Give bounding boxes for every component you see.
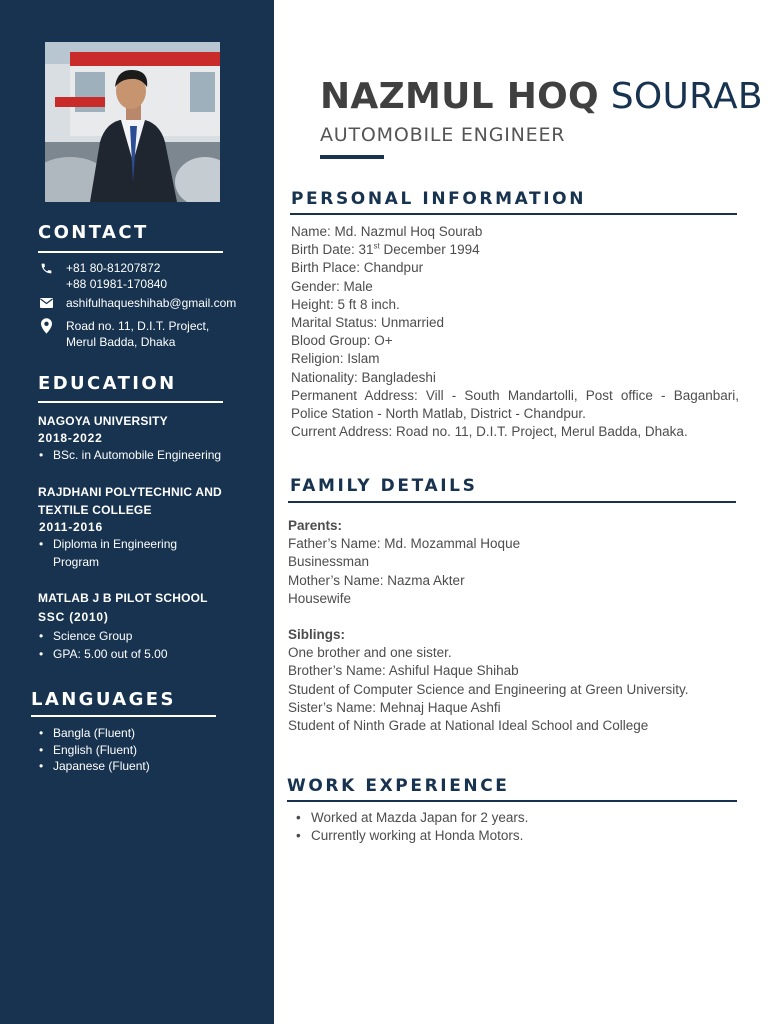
- info-marital-status: Marital Status: Unmarried: [291, 315, 445, 331]
- siblings-summary: One brother and one sister.: [288, 645, 452, 661]
- education-detail: • Diploma in Engineering Program: [38, 535, 213, 571]
- info-nationality: Nationality: Bangladeshi: [291, 369, 436, 385]
- info-permanent-address: Permanent Address: Vill - South Mandartolli, Post office - Baganbari, Police Station - North Matlab, District - Chandpur.: [291, 387, 739, 422]
- school-name: MATLAB J B PILOT SCHOOL: [38, 591, 208, 605]
- school-years: 2011-2016: [39, 520, 103, 534]
- education-heading: EDUCATION: [38, 373, 177, 394]
- contact-email: [38, 295, 236, 311]
- sister-detail: Student of Ninth Grade at National Ideal School and College: [288, 718, 649, 734]
- location-pin-icon: [38, 318, 54, 334]
- email-link[interactable]: ashifulhaqueshihab@gmail.com: [66, 296, 237, 310]
- contact-divider: [38, 251, 223, 253]
- education-entry: [38, 412, 248, 464]
- profile-photo: [45, 42, 220, 202]
- school-years: SSC (2010): [38, 610, 109, 624]
- education-divider: [38, 401, 223, 403]
- education-detail: • GPA: 5.00 out of 5.00: [38, 645, 248, 663]
- work-experience-divider: [287, 800, 737, 802]
- siblings-label: Siblings:: [288, 627, 345, 643]
- spacer: [288, 608, 738, 626]
- title-accent-bar: [320, 155, 384, 159]
- education-detail: • Science Group: [38, 627, 248, 645]
- address-line-2: Merul Badda, Dhaka: [66, 335, 176, 349]
- language-item: • Bangla (Fluent): [38, 725, 150, 742]
- school-name-line-2: TEXTILE COLLEGE: [38, 503, 152, 517]
- name-first: NAZMUL HOQ: [320, 76, 599, 117]
- personal-info-body: [291, 223, 739, 441]
- info-name: Name: Md. Nazmul Hoq Sourab: [291, 224, 483, 239]
- phone-icon: [38, 260, 54, 276]
- candidate-name: [320, 76, 763, 118]
- language-item: • Japanese (Fluent): [38, 758, 150, 775]
- contact-phone: [38, 260, 167, 292]
- father-name: Father’s Name: Md. Mozammal Hoque: [288, 536, 521, 552]
- mother-name: Mother’s Name: Nazma Akter: [288, 572, 465, 588]
- education-entry: [38, 483, 248, 571]
- contact-address: [38, 318, 209, 350]
- job-title: AUTOMOBILE ENGINEER: [320, 124, 566, 146]
- languages-list: [38, 725, 150, 775]
- personal-info-divider: [290, 213, 737, 215]
- info-gender: Gender: Male: [291, 278, 373, 294]
- sister-name: Sister’s Name: Mehnaj Haque Ashfi: [288, 699, 501, 715]
- brother-name: Brother’s Name: Ashiful Haque Shihab: [288, 663, 519, 679]
- school-name: NAGOYA UNIVERSITY: [38, 414, 168, 428]
- parents-label: Parents:: [288, 518, 343, 533]
- mother-occupation: Housewife: [288, 590, 352, 606]
- info-blood-group: Blood Group: O+: [291, 333, 393, 349]
- family-details-body: [288, 517, 738, 735]
- personal-info-heading: PERSONAL INFORMATION: [291, 189, 587, 209]
- name-last: SOURAB: [610, 76, 763, 117]
- work-item: • Currently working at Honda Motors.: [292, 827, 528, 845]
- info-religion: Religion: Islam: [291, 351, 380, 367]
- school-name-line-1: RAJDHANI POLYTECHNIC AND: [38, 485, 222, 499]
- sidebar: [0, 0, 274, 1024]
- phone-number-japan[interactable]: +81 80-81207872: [66, 261, 161, 275]
- education-detail: • BSc. in Automobile Engineering: [38, 446, 248, 464]
- work-experience-heading: WORK EXPERIENCE: [287, 776, 510, 796]
- brother-detail: Student of Computer Science and Engineering at Green University.: [288, 681, 689, 697]
- phone-number-bangladesh[interactable]: +88 01981-170840: [66, 277, 168, 291]
- school-years: 2018-2022: [38, 431, 103, 445]
- contact-heading: CONTACT: [38, 222, 149, 243]
- languages-heading: LANGUAGES: [31, 689, 176, 710]
- info-current-address: Current Address: Road no. 11, D.I.T. Project, Merul Badda, Dhaka.: [291, 424, 688, 440]
- work-experience-list: [292, 809, 528, 845]
- address-line-1: Road no. 11, D.I.T. Project,: [66, 319, 210, 333]
- education-entry: [38, 589, 248, 663]
- info-birth-date: Birth Date: 31st December 1994: [291, 241, 480, 258]
- languages-divider: [31, 715, 216, 717]
- family-details-divider: [288, 501, 736, 503]
- father-occupation: Businessman: [288, 554, 370, 570]
- family-details-heading: FAMILY DETAILS: [290, 476, 478, 496]
- envelope-icon: [38, 295, 54, 311]
- info-birth-place: Birth Place: Chandpur: [291, 260, 424, 276]
- work-item: • Worked at Mazda Japan for 2 years.: [292, 809, 528, 827]
- language-item: • English (Fluent): [38, 742, 150, 759]
- info-height: Height: 5 ft 8 inch.: [291, 296, 400, 312]
